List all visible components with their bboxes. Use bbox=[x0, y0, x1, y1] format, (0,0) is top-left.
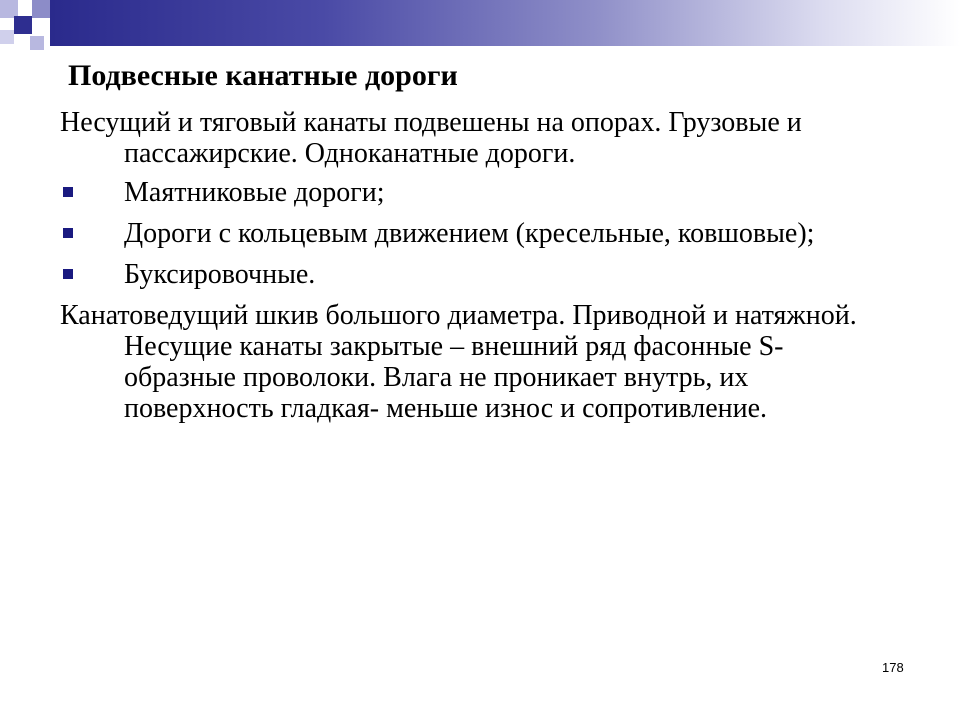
decor-square bbox=[0, 30, 14, 44]
square-bullet-icon bbox=[63, 269, 73, 279]
header-gradient-bar bbox=[50, 0, 960, 46]
bullet-text: Дороги с кольцевым движением (кресельные, ковшовые); bbox=[124, 218, 815, 249]
decor-square bbox=[18, 0, 32, 14]
bullet-text: Маятниковые дороги; bbox=[124, 177, 385, 208]
bullet-text: Буксировочные. bbox=[124, 259, 316, 290]
bullet-item bbox=[60, 259, 900, 290]
decor-square bbox=[14, 16, 32, 34]
slide-title: Подвесные канатные дороги bbox=[68, 59, 458, 92]
decor-square bbox=[30, 36, 44, 50]
page-number: 178 bbox=[882, 660, 904, 675]
bullet-item bbox=[60, 218, 900, 249]
intro-paragraph: Несущий и тяговый канаты подвешены на опорах. Грузовые и пассажирские. Одноканатные дороги. bbox=[60, 107, 802, 169]
square-bullet-icon bbox=[63, 228, 73, 238]
slide-body bbox=[60, 107, 900, 432]
outro-paragraph: Канатоведущий шкив большого диаметра. Приводной и натяжной. Несущие канаты закрытые – внешний ряд фасонные S- образные проволоки. Влага не проникает внутрь, их поверхность гладкая- меньше износ и сопротивление. bbox=[60, 300, 857, 424]
decor-square bbox=[32, 0, 50, 18]
bullet-item bbox=[60, 177, 900, 208]
square-bullet-icon bbox=[63, 187, 73, 197]
